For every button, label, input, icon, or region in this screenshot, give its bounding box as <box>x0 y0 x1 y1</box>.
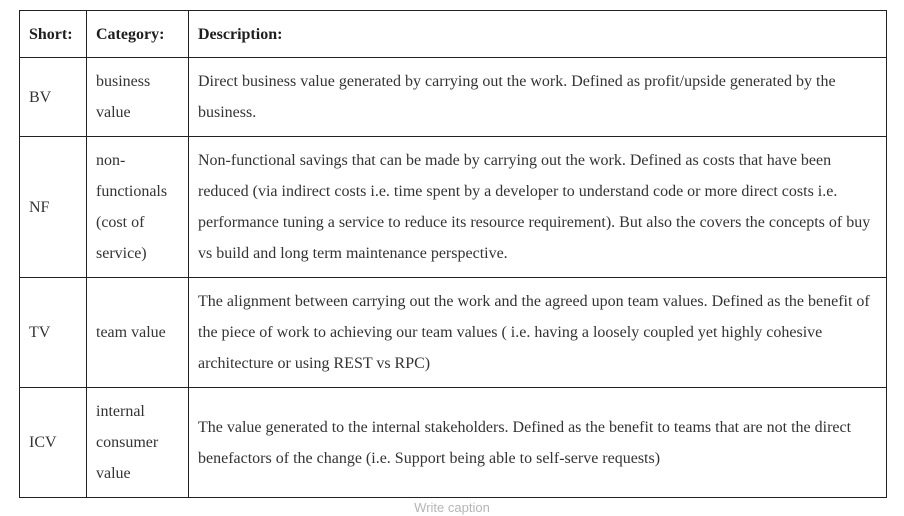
cell-description[interactable]: Direct business value generated by carrying out the work. Defined as profit/upside generated by the business. <box>189 58 887 137</box>
table-row <box>20 58 887 137</box>
cell-short[interactable]: NF <box>20 137 87 278</box>
caption-placeholder[interactable]: Write caption <box>414 500 490 515</box>
table-row <box>20 137 887 278</box>
cell-category[interactable]: internal consumer value <box>87 388 189 498</box>
cell-description[interactable]: Non-functional savings that can be made by carrying out the work. Defined as costs that have been reduced (via indirect costs i.e. time spent by a developer to understand code or more direct costs i.e. performance tuning a service to reduce its resource requirement). But also the covers the concepts of buy vs build and long term maintenance perspective. <box>189 137 887 278</box>
value-categories-table[interactable] <box>19 10 887 498</box>
header-short[interactable]: Short: <box>20 11 87 58</box>
cell-description[interactable]: The value generated to the internal stakeholders. Defined as the benefit to teams that are not the direct benefactors of the change (i.e. Support being able to self-serve requests) <box>189 388 887 498</box>
cell-category[interactable]: team value <box>87 278 189 388</box>
cell-description[interactable]: The alignment between carrying out the work and the agreed upon team values. Defined as the benefit of the piece of work to achieving our team values ( i.e. having a loosely coupled yet highly cohesive architecture or using REST vs RPC) <box>189 278 887 388</box>
table-row <box>20 388 887 498</box>
table-header-row <box>20 11 887 58</box>
value-categories-table-container <box>19 10 886 498</box>
cell-short[interactable]: BV <box>20 58 87 137</box>
table-row <box>20 278 887 388</box>
cell-short[interactable]: ICV <box>20 388 87 498</box>
header-description[interactable]: Description: <box>189 11 887 58</box>
cell-category[interactable]: business value <box>87 58 189 137</box>
header-category[interactable]: Category: <box>87 11 189 58</box>
cell-category[interactable]: non-functionals (cost of service) <box>87 137 189 278</box>
cell-short[interactable]: TV <box>20 278 87 388</box>
